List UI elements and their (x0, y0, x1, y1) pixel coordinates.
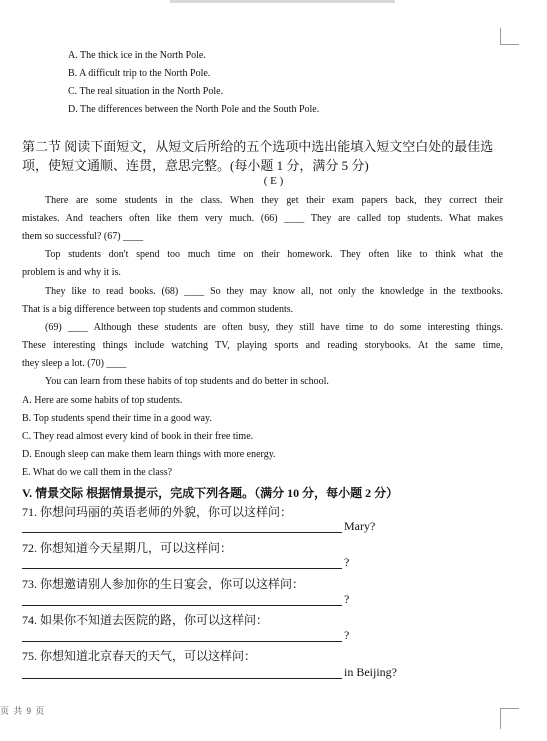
prev-option-c: C. The real situation in the North Pole. (68, 86, 224, 97)
choice-b: B. Top students spend their time in a good way. (22, 413, 212, 424)
passage-line: They like to read books. (68) ____ So they may know all, not only the knowledge in the textbooks. (45, 286, 503, 297)
section5-heading: V. 情景交际 根据情景提示，完成下列各题。（满分 10 分，每小题 2 分） (22, 486, 399, 500)
answer-line-74[interactable] (22, 640, 342, 642)
passage-line: they sleep a lot. (70) ____ (22, 358, 127, 369)
passage-line: There are some students in the class. When they get their exam papers back, they correct their (45, 195, 503, 206)
passage-line: them so successful? (67) ____ (22, 231, 144, 242)
question-74-prompt: 74. 如果你不知道去医院的路，你可以这样问： (22, 613, 269, 627)
answer-line-72[interactable] (22, 567, 342, 569)
passage-line: mistakes. And teachers often like them very much. (66) ____ They are called top students. What makes (22, 213, 503, 224)
prev-option-b: B. A difficult trip to the North Pole. (68, 68, 211, 79)
section2-instruction-line2: 项，使短文通顺、连贯，意思完整。(每小题 1 分，满分 5 分) (22, 158, 369, 173)
answer-line-75[interactable] (22, 677, 342, 679)
question-71-tail: Mary? (344, 519, 376, 533)
question-73-prompt: 73. 你想邀请别人参加你的生日宴会，你可以这样问： (22, 577, 305, 591)
choice-e: E. What do we call them in the class? (22, 467, 173, 478)
answer-line-73[interactable] (22, 604, 342, 606)
prev-option-d: D. The differences between the North Pole and the South Pole. (68, 104, 320, 115)
question-73-tail: ? (344, 592, 350, 606)
window-top-edge (170, 0, 395, 3)
choice-c: C. They read almost every kind of book in their free time. (22, 431, 254, 442)
page-corner-mark-bottom (500, 708, 519, 729)
passage-line: You can learn from these habits of top students and do better in school. (45, 376, 329, 387)
passage-line: These interesting things include watching TV, playing sports and reading storybooks. At the same time, (22, 340, 503, 351)
question-75-prompt: 75. 你想知道北京春天的天气，可以这样问： (22, 649, 257, 663)
page-footer: 页 共 9 页 (0, 706, 46, 716)
passage-line: That is a big difference between top students and common students. (22, 304, 294, 315)
choice-a: A. Here are some habits of top students. (22, 395, 183, 406)
passage-label: ( E ) (263, 175, 284, 187)
question-72-tail: ? (344, 555, 350, 569)
question-75-tail: in Beijing? (344, 665, 397, 679)
prev-option-a: A. The thick ice in the North Pole. (68, 50, 206, 61)
answer-line-71[interactable] (22, 531, 342, 533)
passage-line: (69) ____ Although these students are often busy, they still have time to do some interesting things. (45, 322, 503, 333)
question-71-prompt: 71. 你想问玛丽的英语老师的外貌，你可以这样问： (22, 505, 293, 519)
choice-d: D. Enough sleep can make them learn things with more energy. (22, 449, 276, 460)
passage-line: problem is and why it is. (22, 267, 121, 278)
page-corner-mark-top (500, 28, 519, 45)
question-72-prompt: 72. 你想知道今天星期几，可以这样问： (22, 541, 233, 555)
question-74-tail: ? (344, 628, 350, 642)
passage-line: Top students don't spend too much time on their homework. They often like to think what the (45, 249, 503, 260)
section2-instruction-line1: 第二节 阅读下面短文，从短文后所给的五个选项中选出能填入短文空白处的最佳选 (22, 139, 494, 154)
